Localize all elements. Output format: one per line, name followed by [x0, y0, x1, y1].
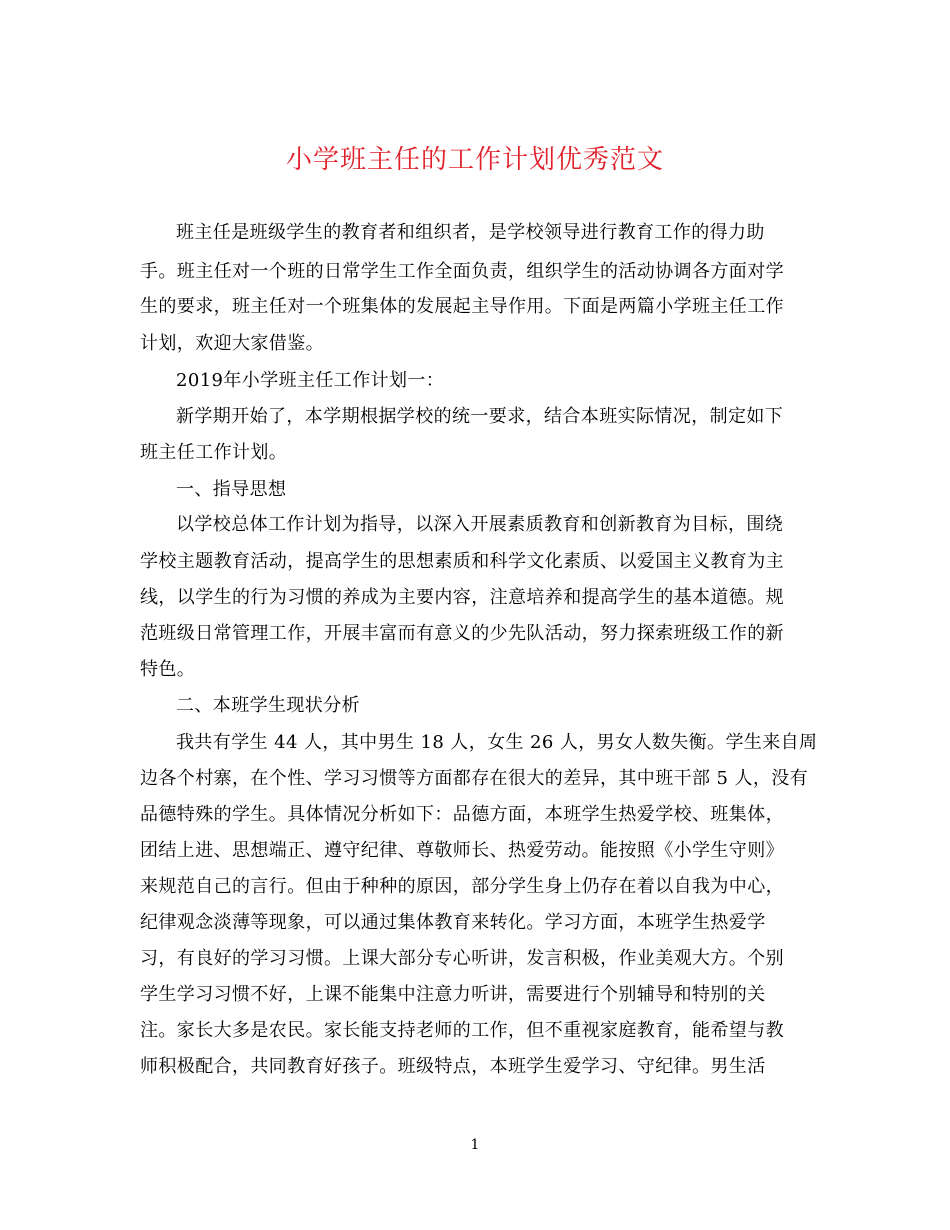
paragraph-line: 生的要求，班主任对一个班集体的发展起主导作用。下面是两篇小学班主任工作	[140, 296, 784, 317]
paragraph-line: 新学期开始了，本学期根据学校的统一要求，结合本班实际情况，制定如下	[176, 406, 784, 427]
paragraph-line: 线，以学生的行为习惯的养成为主要内容，注意培养和提高学生的基本道德。规	[140, 587, 784, 608]
section-heading: 一、指导思想	[176, 479, 287, 500]
paragraph-line: 学校主题教育活动，提高学生的思想素质和科学文化素质、以爱国主义教育为主	[140, 551, 784, 572]
paragraph-line: 师积极配合，共同教育好孩子。班级特点，本班学生爱学习、守纪律。男生活	[140, 1056, 766, 1077]
section-heading: 二、本班学生现状分析	[176, 695, 360, 716]
paragraph-line: 学生学习习惯不好，上课不能集中注意力听讲，需要进行个别辅导和特别的关	[140, 984, 766, 1005]
paragraph-line: 班主任工作计划。	[140, 442, 288, 463]
paragraph-line: 边各个村寨，在个性、学习习惯等方面都存在很大的差异，其中班干部 5 人，没有	[140, 768, 809, 789]
document-title: 小学班主任的工作计划优秀范文	[285, 145, 664, 175]
paragraph-line: 注。家长大多是农民。家长能支持老师的工作，但不重视家庭教育，能希望与教	[140, 1020, 784, 1041]
paragraph-line: 习，有良好的学习习惯。上课大部分专心听讲，发言积极，作业美观大方。个别	[140, 948, 784, 969]
paragraph-line: 计划，欢迎大家借鉴。	[140, 333, 324, 354]
paragraph-line: 来规范自己的言行。但由于种种的原因，部分学生身上仍存在着以自我为中心，	[140, 876, 784, 897]
paragraph-line: 班主任是班级学生的教育者和组织者，是学校领导进行教育工作的得力助	[176, 222, 765, 243]
paragraph-line: 以学校总体工作计划为指导，以深入开展素质教育和创新教育为目标，围绕	[176, 514, 784, 535]
paragraph-line: 纪律观念淡薄等现象，可以通过集体教育来转化。学习方面，本班学生热爱学	[140, 912, 766, 933]
paragraph-line: 范班级日常管理工作，开展丰富而有意义的少先队活动，努力探索班级工作的新	[140, 623, 784, 644]
paragraph-line: 手。班主任对一个班的日常学生工作全面负责，组织学生的活动协调各方面对学	[140, 261, 784, 282]
paragraph-line: 品德特殊的学生。具体情况分析如下：品德方面，本班学生热爱学校、班集体，	[140, 804, 784, 825]
page-number: 1	[470, 1137, 480, 1153]
paragraph-line: 我共有学生 44 人，其中男生 18 人，女生 26 人，男女人数失衡。学生来自周	[176, 732, 818, 753]
paragraph-line: 特色。	[140, 659, 196, 680]
paragraph-line: 团结上进、思想端正、遵守纪律、尊敬师长、热爱劳动。能按照《小学生守则》	[140, 840, 784, 861]
section-heading: 2019年小学班主任工作计划一：	[176, 370, 445, 391]
